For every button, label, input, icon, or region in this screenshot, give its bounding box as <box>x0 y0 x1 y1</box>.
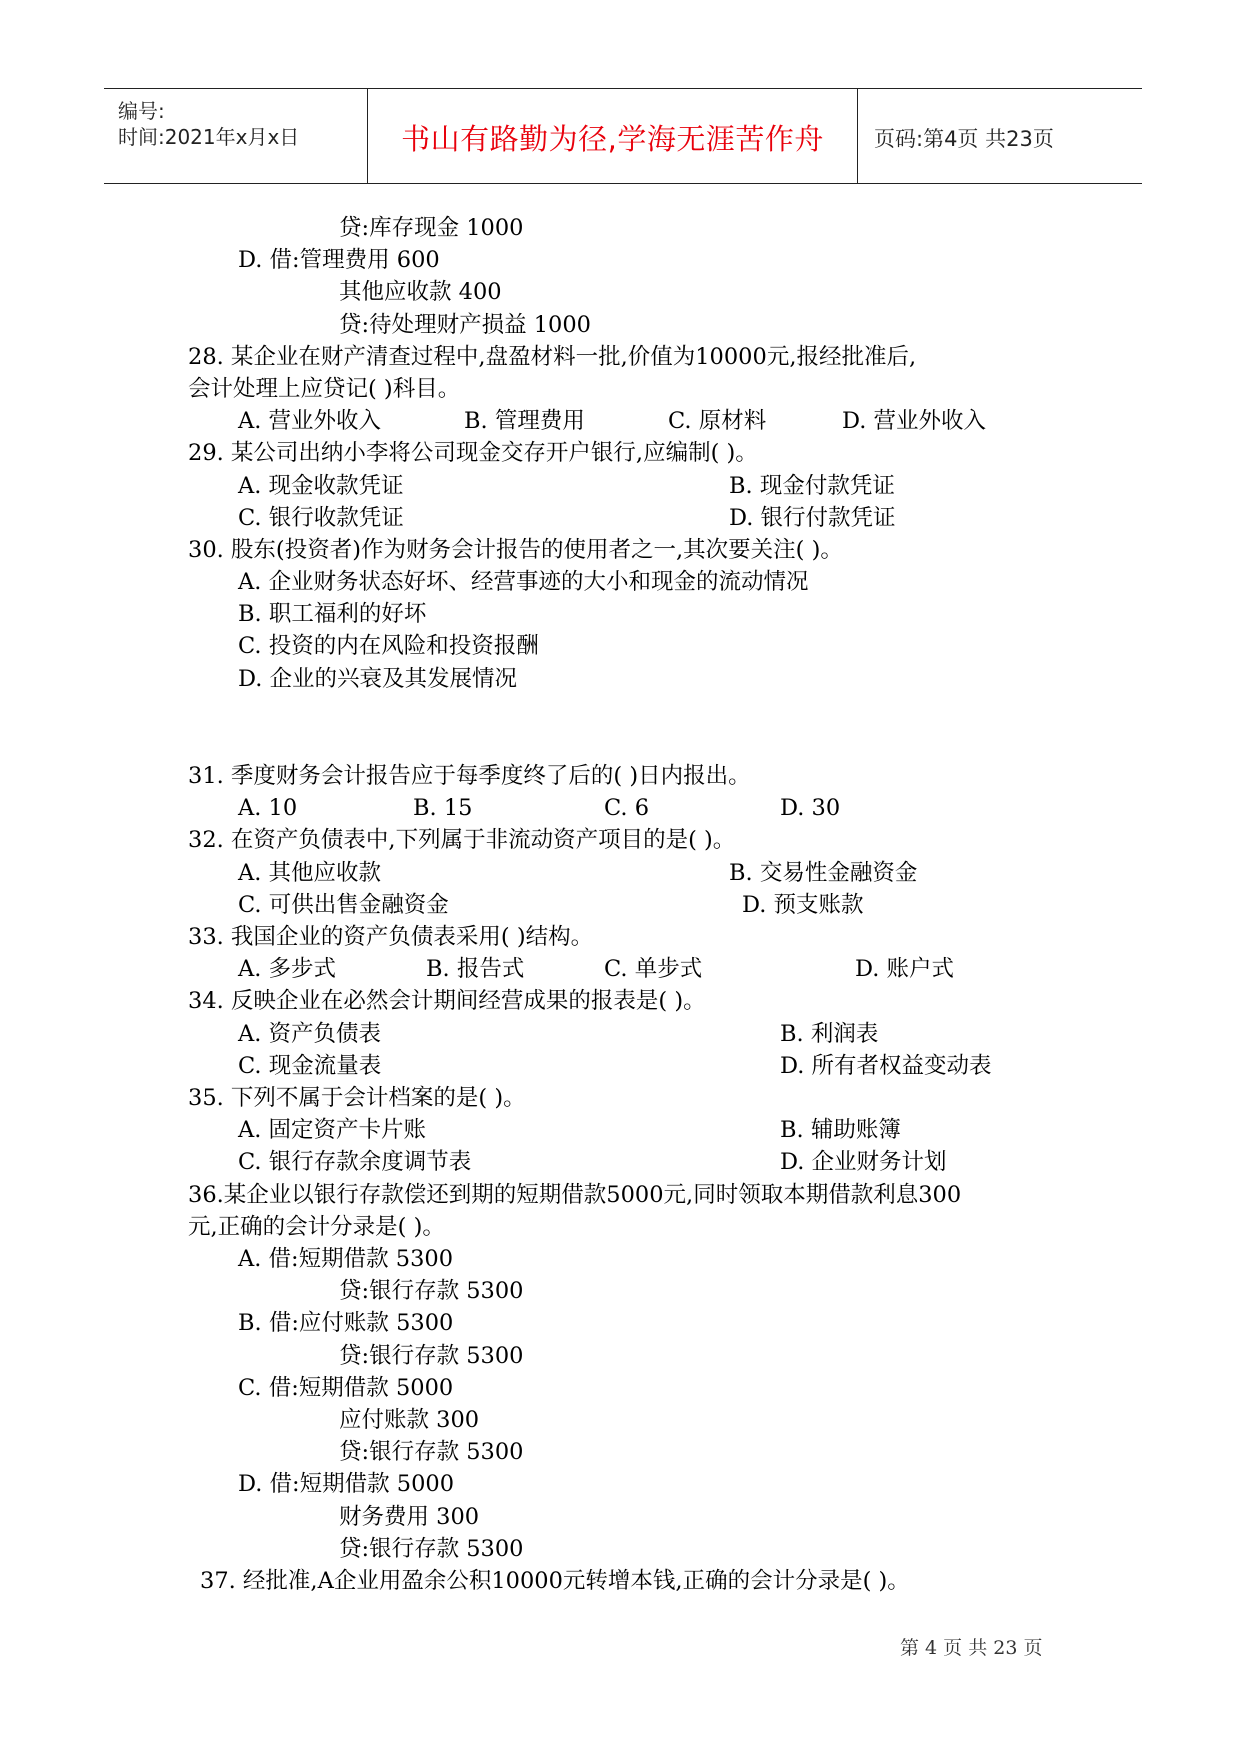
text-line: 贷:库存现金 1000 <box>339 215 524 241</box>
option-a: A. 现金收款凭证 <box>238 473 404 499</box>
question-text: 32. 在资产负债表中,下列属于非流动资产项目的是( )。 <box>188 827 736 853</box>
time-label: 时间:2021年x月x日 <box>118 125 300 149</box>
question-text: 29. 某公司出纳小李将公司现金交存开户银行,应编制( )。 <box>188 440 758 466</box>
option-b: B. 职工福利的好坏 <box>238 601 427 627</box>
question-text: 33. 我国企业的资产负债表采用( )结构。 <box>188 924 594 950</box>
option-a: A. 资产负债表 <box>238 1021 382 1047</box>
option-a: A. 多步式 <box>238 956 337 982</box>
option-d: D. 账户式 <box>855 956 955 982</box>
question-text: 元,正确的会计分录是( )。 <box>188 1214 445 1240</box>
option-b: B. 15 <box>413 795 473 821</box>
option-b: B. 借:应付账款 5300 <box>238 1310 454 1336</box>
text-line: 贷:银行存款 5300 <box>339 1536 524 1562</box>
header-left-cell <box>104 89 368 183</box>
text-line: 贷:银行存款 5300 <box>339 1343 524 1369</box>
option-d: D. 银行付款凭证 <box>729 505 896 531</box>
page-footer: 第 4 页 共 23 页 <box>900 1637 1043 1659</box>
page-code: 页码:第4页 共23页 <box>874 127 1054 151</box>
option-a: A. 固定资产卡片账 <box>238 1117 427 1143</box>
option-a: A. 营业外收入 <box>238 408 382 434</box>
text-line: 贷:待处理财产损益 1000 <box>339 312 591 338</box>
option-d: D. 借:短期借款 5000 <box>238 1471 455 1497</box>
header-motto-cell <box>368 89 858 183</box>
question-text: 37. 经批准,A企业用盈余公积10000元转增本钱,正确的会计分录是( )。 <box>200 1568 910 1594</box>
option-c: C. 银行存款余度调节表 <box>238 1149 472 1175</box>
number-label: 编号: <box>118 99 165 123</box>
option-c: C. 现金流量表 <box>238 1053 382 1079</box>
question-text: 34. 反映企业在必然会计期间经营成果的报表是( )。 <box>188 988 706 1014</box>
option-b: B. 现金付款凭证 <box>729 473 895 499</box>
header-motto: 书山有路勤为径,学海无涯苦作舟 <box>401 122 824 156</box>
question-text: 30. 股东(投资者)作为财务会计报告的使用者之一,其次要关注( )。 <box>188 537 843 563</box>
option-b: B. 报告式 <box>426 956 525 982</box>
question-text: 36.某企业以银行存款偿还到期的短期借款5000元,同时领取本期借款利息300 <box>188 1182 962 1208</box>
question-text: 35. 下列不属于会计档案的是( )。 <box>188 1085 526 1111</box>
text-line: 贷:银行存款 5300 <box>339 1278 524 1304</box>
text-line: 财务费用 300 <box>339 1504 480 1530</box>
option-b: B. 利润表 <box>780 1021 879 1047</box>
option-b: B. 管理费用 <box>464 408 585 434</box>
option-d: D. 所有者权益变动表 <box>780 1053 992 1079</box>
option-d: D. 企业财务计划 <box>780 1149 947 1175</box>
option-d: D. 企业的兴衰及其发展情况 <box>238 666 518 692</box>
option-c: C. 投资的内在风险和投资报酬 <box>238 633 539 659</box>
page-header <box>104 88 1142 184</box>
option-a: A. 10 <box>238 795 298 821</box>
option-c: C. 单步式 <box>604 956 703 982</box>
option-c: C. 借:短期借款 5000 <box>238 1375 454 1401</box>
option-d: D. 预支账款 <box>742 892 864 918</box>
question-text: 31. 季度财务会计报告应于每季度终了后的( )日内报出。 <box>188 763 751 789</box>
option-c: C. 6 <box>604 795 650 821</box>
option-d: D. 营业外收入 <box>842 408 987 434</box>
option-c: C. 原材料 <box>668 408 767 434</box>
question-text: 28. 某企业在财产清查过程中,盘盈材料一批,价值为10000元,报经批准后, <box>188 344 917 370</box>
option-a: A. 企业财务状态好坏、经营事迹的大小和现金的流动情况 <box>238 569 809 595</box>
option-a: A. 其他应收款 <box>238 860 382 886</box>
option-c: C. 银行收款凭证 <box>238 505 404 531</box>
option-b: B. 交易性金融资金 <box>729 860 918 886</box>
option-b: B. 辅助账簿 <box>780 1117 901 1143</box>
option-a: A. 借:短期借款 5300 <box>238 1246 454 1272</box>
text-line: 贷:银行存款 5300 <box>339 1439 524 1465</box>
text-line: 其他应收款 400 <box>339 279 502 305</box>
header-right-cell <box>858 89 1142 183</box>
option-d: D. 30 <box>780 795 841 821</box>
text-line: D. 借:管理费用 600 <box>238 247 440 273</box>
text-line: 应付账款 300 <box>339 1407 480 1433</box>
option-c: C. 可供出售金融资金 <box>238 892 449 918</box>
question-text: 会计处理上应贷记( )科目。 <box>188 376 461 402</box>
